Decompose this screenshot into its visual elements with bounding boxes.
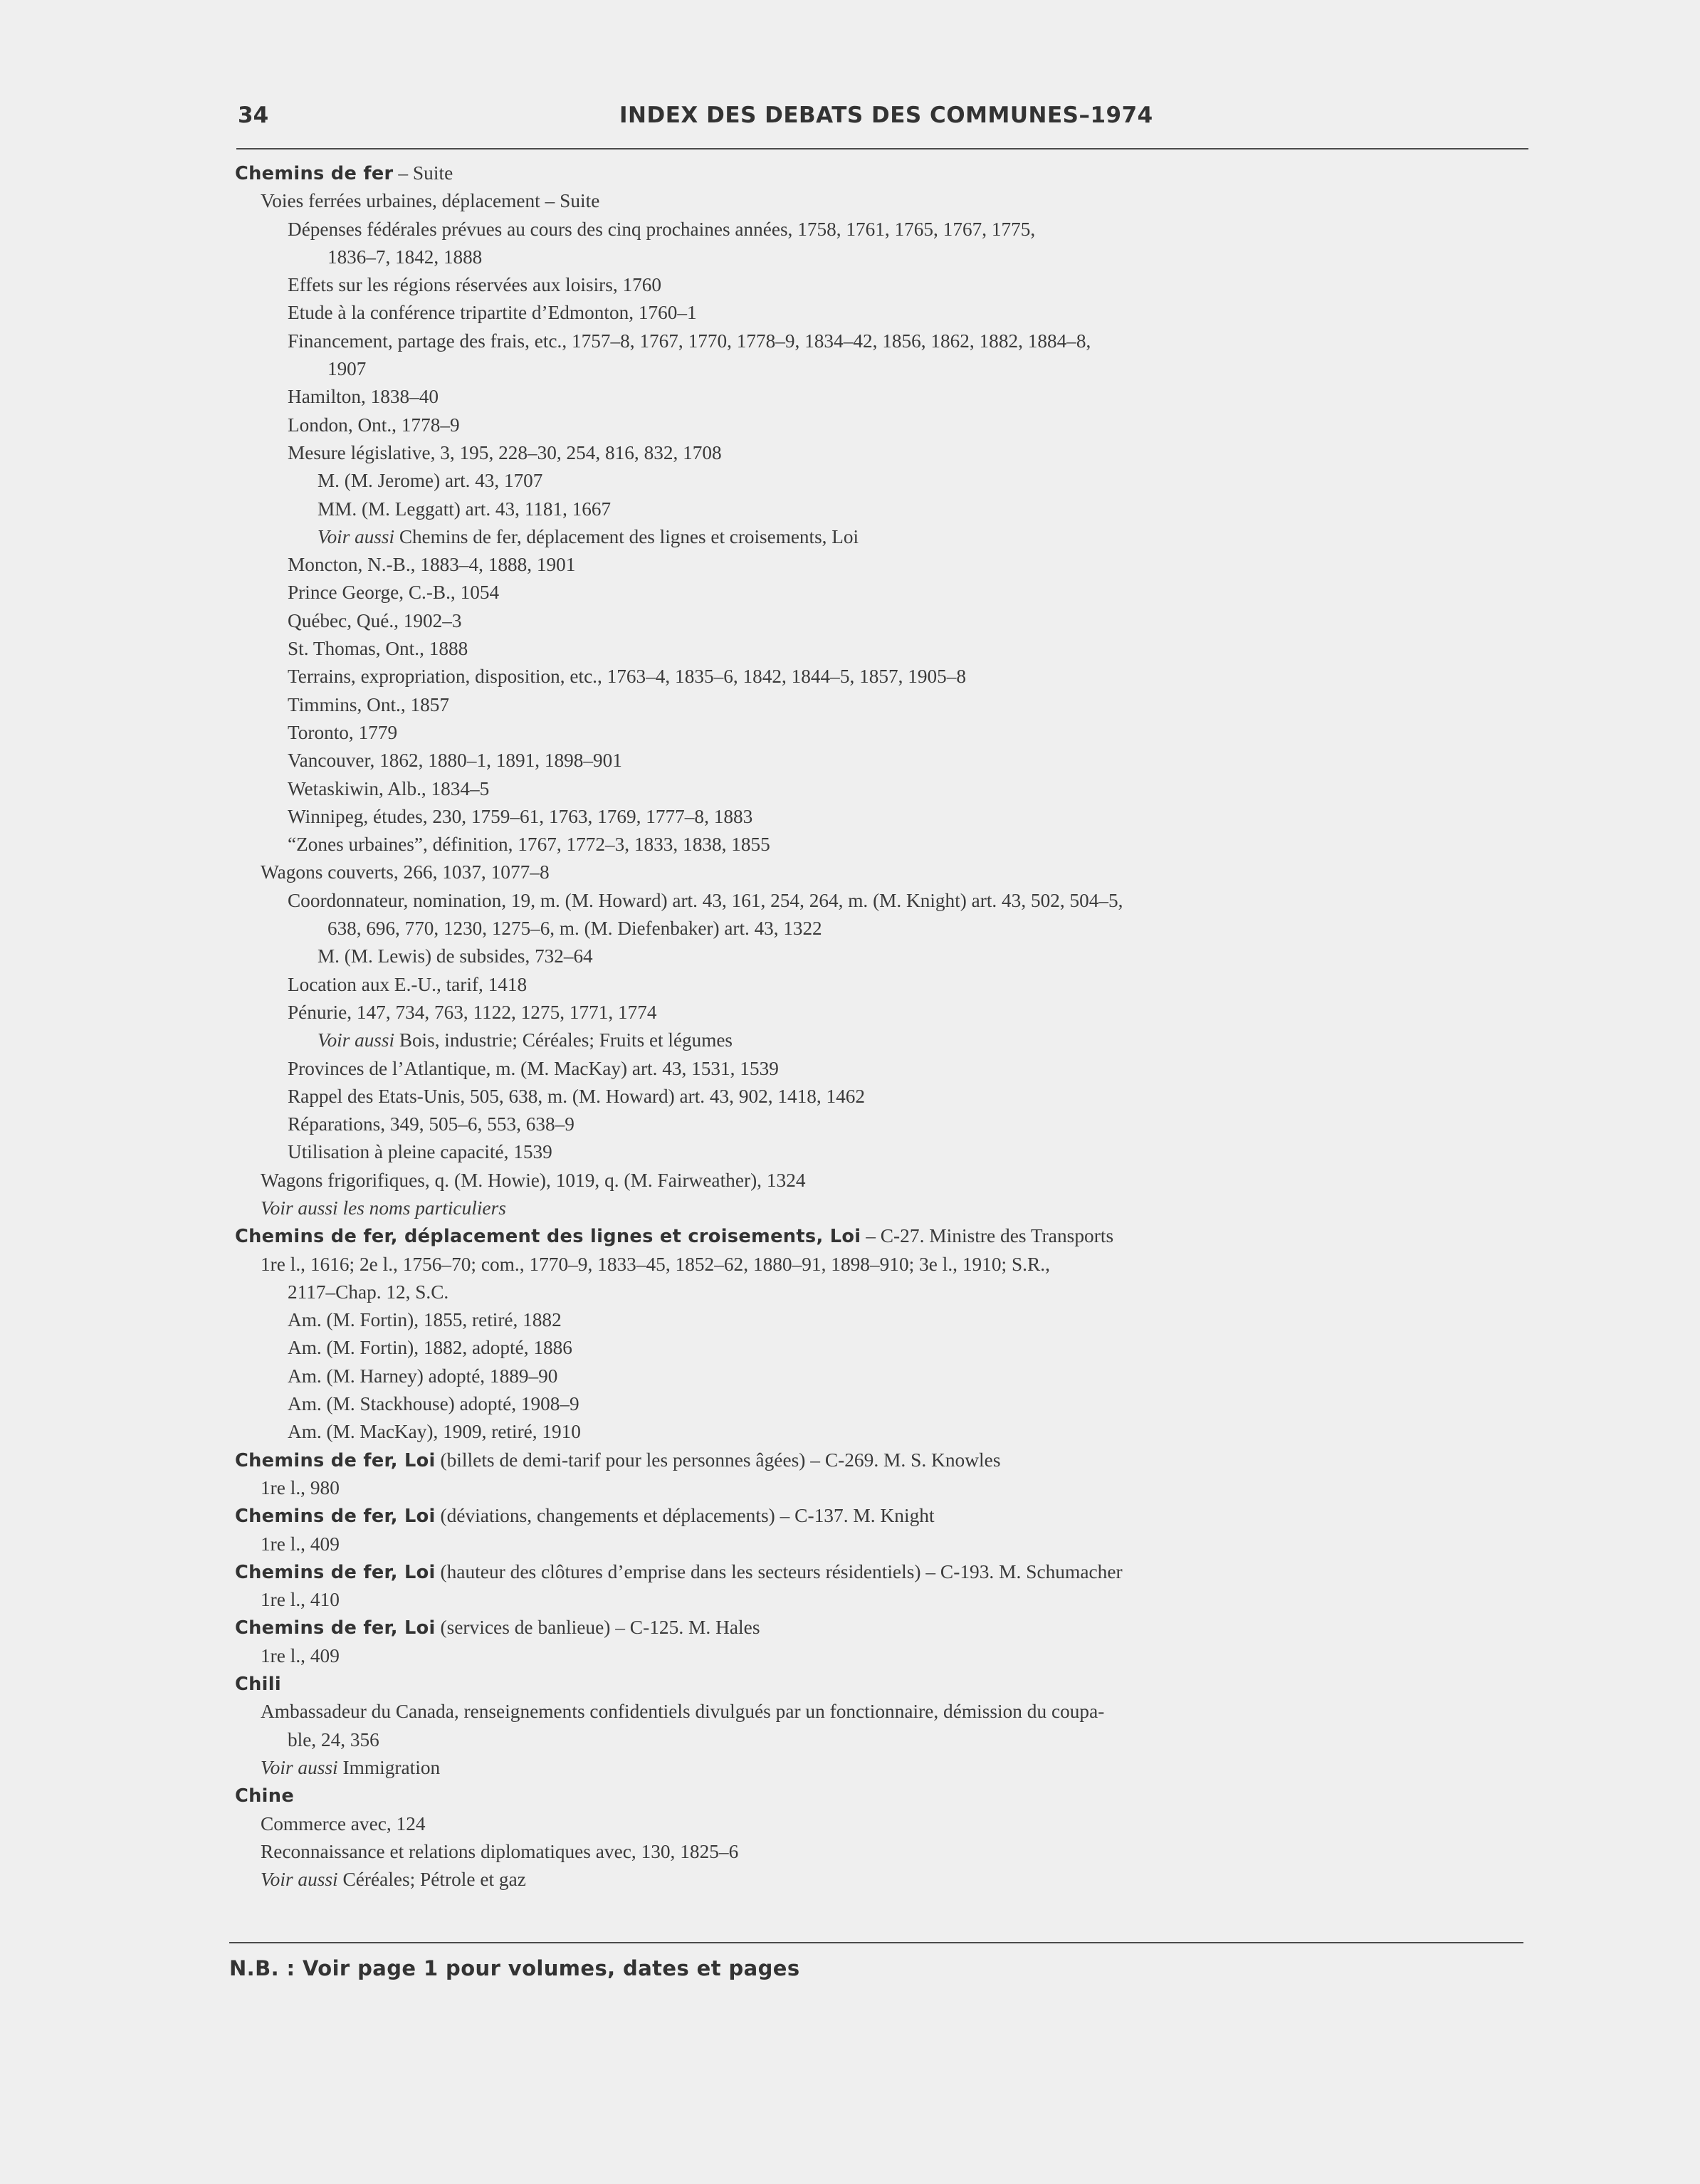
entry-text: Bois, industrie; Céréales; Fruits et légumes [394,1029,733,1051]
entry-text: Terrains, expropriation, disposition, etc., 1763–4, 1835–6, 1842, 1844–5, 1857, 1905–8 [288,666,967,688]
entry-text: Am. (M. Fortin), 1882, adopté, 1886 [288,1337,572,1359]
entry-text: Prince George, C.-B., 1054 [288,582,500,604]
entry-text: Reconnaissance et relations diplomatiques avec, 130, 1825–6 [261,1840,739,1862]
entry-heading: Chemins de fer, Loi [235,1617,436,1639]
index-line [0,1698,1700,1726]
index-line [0,1586,1700,1614]
entry-text: Céréales; Pétrole et gaz [337,1869,526,1891]
entry-text: Québec, Qué., 1902–3 [288,609,462,631]
entry-text: 1re l., 409 [261,1533,340,1555]
index-line [0,1138,1700,1166]
entry-text: Winnipeg, études, 230, 1759–61, 1763, 1769, 1777–8, 1883 [288,805,753,827]
entry-text: Location aux E.-U., tarif, 1418 [288,973,528,995]
index-line [0,1866,1700,1894]
entry-text: Am. (M. Stackhouse) adopté, 1908–9 [288,1393,579,1415]
index-line [0,579,1700,607]
entry-text: Ambassadeur du Canada, renseignements confidentiels divulgués par un fonctionnaire, démission du coupa- [261,1701,1105,1723]
entry-text: Voies ferrées urbaines, déplacement – Suite [261,190,600,212]
index-line [0,887,1700,915]
index-line [0,1502,1700,1530]
footnote: N.B. : Voir page 1 pour volumes, dates et pages [229,1956,800,1980]
index-line [0,1195,1700,1222]
index-line [0,1474,1700,1502]
entry-text: Financement, partage des frais, etc., 1757–8, 1767, 1770, 1778–9, 1834–42, 1856, 1862, 1882, 1884–8, [288,330,1091,352]
entry-text: Am. (M. Fortin), 1855, retiré, 1882 [288,1309,562,1331]
entry-text: (hauteur des clôtures d’emprise dans les secteurs résidentiels) – C-193. M. Schumacher [435,1560,1123,1582]
index-line [0,1334,1700,1362]
running-title: INDEX DES DEBATS DES COMMUNES–1974 [619,103,1153,128]
entry-text: Am. (M. Harney) adopté, 1889–90 [288,1365,558,1387]
index-line [0,1390,1700,1418]
index-line [0,216,1700,243]
index-line [0,523,1700,551]
index-line [0,1810,1700,1838]
cross-reference-label: Voir aussi [318,1029,395,1051]
index-line [0,803,1700,831]
entry-heading: Chemins de fer, Loi [235,1449,436,1471]
index-line [0,271,1700,299]
index-line [0,1083,1700,1111]
index-line [0,719,1700,747]
index-line [0,411,1700,439]
entry-text: Toronto, 1779 [288,721,398,743]
entry-text: Mesure législative, 3, 195, 228–30, 254, 816, 832, 1708 [288,441,722,463]
entry-heading: Chili [235,1674,281,1696]
entry-text: 1re l., 980 [261,1476,340,1498]
header-rule [236,148,1528,149]
entry-text: 1re l., 409 [261,1644,340,1666]
entry-text: (billets de demi-tarif pour les personnes âgées) – C-269. M. S. Knowles [435,1449,1001,1471]
index-line [0,943,1700,970]
entry-text: – C-27. Ministre des Transports [861,1225,1114,1247]
index-line [0,1167,1700,1195]
entry-text: Vancouver, 1862, 1880–1, 1891, 1898–901 [288,750,622,772]
entry-text: Réparations, 349, 505–6, 553, 638–9 [288,1113,574,1135]
entry-text: 2117–Chap. 12, S.C. [288,1281,449,1303]
cross-reference-label: Voir aussi [318,525,395,547]
entry-text: Etude à la conférence tripartite d’Edmonton, 1760–1 [288,302,697,324]
entry-heading: Chemins de fer, Loi [235,1561,436,1583]
entry-text: – Suite [393,162,453,184]
cross-reference-label: Voir aussi les noms particuliers [261,1197,506,1219]
entry-text: (déviations, changements et déplacements) – C-137. M. Knight [435,1505,935,1527]
entry-text: 1re l., 410 [261,1589,340,1611]
entry-text: Effets sur les régions réservées aux loisirs, 1760 [288,274,661,296]
entry-text: (services de banlieue) – C-125. M. Hales [435,1617,760,1639]
entry-text: St. Thomas, Ont., 1888 [288,638,468,660]
index-line [0,383,1700,411]
index-line [0,467,1700,495]
page-number: 34 [238,103,269,128]
index-line [0,551,1700,579]
index-line [0,1670,1700,1698]
index-line [0,1418,1700,1446]
index-line [0,355,1700,383]
entry-text: 638, 696, 770, 1230, 1275–6, m. (M. Diefenbaker) art. 43, 1322 [327,918,822,940]
index-line [0,915,1700,943]
index-line [0,1614,1700,1642]
entry-text: Commerce avec, 124 [261,1812,426,1834]
entry-heading: Chemins de fer, déplacement des lignes et croisements, Loi [235,1226,861,1248]
cross-reference-label: Voir aussi [261,1869,338,1891]
entry-text: M. (M. Jerome) art. 43, 1707 [318,470,543,492]
index-line [0,439,1700,467]
index-line [0,1754,1700,1782]
index-line [0,831,1700,859]
entry-text: ble, 24, 356 [288,1728,379,1750]
index-line [0,1363,1700,1390]
entry-text: 1907 [327,358,367,380]
entry-text: Moncton, N.-B., 1883–4, 1888, 1901 [288,554,576,576]
entry-text: 1836–7, 1842, 1888 [327,246,483,268]
index-line [0,187,1700,215]
index-line [0,1838,1700,1866]
entry-text: Wetaskiwin, Alb., 1834–5 [288,777,490,799]
index-line [0,999,1700,1027]
index-line [0,1447,1700,1474]
entry-text: Provinces de l’Atlantique, m. (M. MacKay) art. 43, 1531, 1539 [288,1057,779,1079]
entry-text: Rappel des Etats-Unis, 505, 638, m. (M. Howard) art. 43, 902, 1418, 1462 [288,1085,866,1107]
index-line [0,243,1700,271]
index-line [0,1782,1700,1810]
entry-text: 1re l., 1616; 2e l., 1756–70; com., 1770–9, 1833–45, 1852–62, 1880–91, 1898–910; 3e l., 1910; S.R., [261,1253,1050,1275]
entry-text: Dépenses fédérales prévues au cours des cinq prochaines années, 1758, 1761, 1765, 1767, 1775, [288,218,1036,240]
entry-text: Utilisation à pleine capacité, 1539 [288,1141,552,1163]
entry-text: Wagons couverts, 266, 1037, 1077–8 [261,861,550,883]
index-line [0,1027,1700,1054]
index-line [0,663,1700,691]
index-line [0,859,1700,886]
index-line [0,775,1700,803]
index-line [0,1055,1700,1083]
index-entries [0,159,1700,1894]
entry-text: London, Ont., 1778–9 [288,414,460,436]
entry-text: M. (M. Lewis) de subsides, 732–64 [318,945,593,967]
footer-rule [229,1942,1523,1943]
index-line [0,635,1700,663]
entry-text: Chemins de fer, déplacement des lignes et croisements, Loi [394,525,859,547]
entry-heading: Chemins de fer [235,163,394,184]
index-line [0,607,1700,635]
entry-text: Timmins, Ont., 1857 [288,693,450,715]
entry-text: Am. (M. MacKay), 1909, retiré, 1910 [288,1421,581,1443]
cross-reference-label: Voir aussi [261,1756,338,1778]
entry-text: MM. (M. Leggatt) art. 43, 1181, 1667 [318,498,612,520]
index-line [0,691,1700,719]
entry-text: “Zones urbaines”, définition, 1767, 1772–3, 1833, 1838, 1855 [288,834,770,856]
index-line [0,159,1700,187]
entry-text: Pénurie, 147, 734, 763, 1122, 1275, 1771, 1774 [288,1001,657,1023]
index-line [0,1222,1700,1250]
index-line [0,1251,1700,1279]
entry-text: Wagons frigorifiques, q. (M. Howie), 1019, q. (M. Fairweather), 1324 [261,1169,806,1191]
index-line [0,1279,1700,1306]
index-line [0,1726,1700,1754]
entry-text: Immigration [337,1756,441,1778]
entry-heading: Chine [235,1785,295,1807]
entry-text: Coordonnateur, nomination, 19, m. (M. Howard) art. 43, 161, 254, 264, m. (M. Knight) art. 43, 502, 504–5, [288,889,1123,911]
index-line [0,747,1700,775]
index-line [0,971,1700,999]
index-line [0,299,1700,327]
index-line [0,495,1700,523]
index-line [0,1558,1700,1586]
index-line [0,1111,1700,1138]
entry-heading: Chemins de fer, Loi [235,1506,436,1528]
index-line [0,1531,1700,1558]
entry-text: Hamilton, 1838–40 [288,386,439,408]
index-line [0,1306,1700,1334]
index-line [0,327,1700,355]
index-line [0,1642,1700,1670]
